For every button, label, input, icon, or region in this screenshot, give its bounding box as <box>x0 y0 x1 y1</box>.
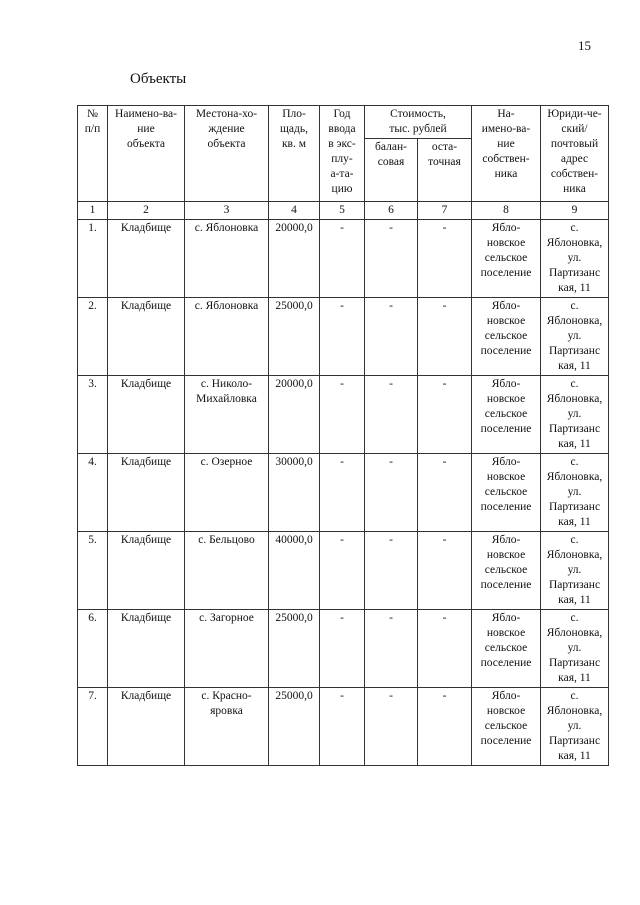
owner-name-cell: Ябло- новское сельское поселение <box>472 454 541 532</box>
header-number: № п/п <box>78 106 108 202</box>
object-name-cell: Кладбище <box>108 532 185 610</box>
balance-cost-cell: - <box>365 298 418 376</box>
owner-address-cell: с. Яблоновка, ул. Партизанс кая, 11 <box>541 532 609 610</box>
header-cost-group: Стоимость, тыс. рублей <box>365 106 472 139</box>
location-cell: с. Красно- яровка <box>185 688 269 766</box>
row-number-cell: 1. <box>78 220 108 298</box>
owner-address-cell: с. Яблоновка, ул. Партизанс кая, 11 <box>541 220 609 298</box>
column-number: 1 <box>78 202 108 220</box>
commissioning-year-cell: - <box>320 298 365 376</box>
header-object-name: Наимено-ва- ние объекта <box>108 106 185 202</box>
header-balance-cost: балан- совая <box>365 139 418 202</box>
table-row <box>78 610 609 688</box>
location-cell: с. Загорное <box>185 610 269 688</box>
object-name-cell: Кладбище <box>108 298 185 376</box>
header-owner-name: На- имено-ва- ние собствен- ника <box>472 106 541 202</box>
balance-cost-cell: - <box>365 688 418 766</box>
location-cell: с. Бельцово <box>185 532 269 610</box>
owner-name-cell: Ябло- новское сельское поселение <box>472 610 541 688</box>
area-cell: 30000,0 <box>269 454 320 532</box>
table-row <box>78 688 609 766</box>
location-cell: с. Яблоновка <box>185 220 269 298</box>
column-number: 8 <box>472 202 541 220</box>
balance-cost-cell: - <box>365 532 418 610</box>
table-header <box>78 106 609 220</box>
owner-name-cell: Ябло- новское сельское поселение <box>472 220 541 298</box>
table-row <box>78 376 609 454</box>
table-row <box>78 220 609 298</box>
area-cell: 40000,0 <box>269 532 320 610</box>
object-name-cell: Кладбище <box>108 610 185 688</box>
header-location: Местона-хо- ждение объекта <box>185 106 269 202</box>
commissioning-year-cell: - <box>320 688 365 766</box>
object-name-cell: Кладбище <box>108 376 185 454</box>
column-number: 4 <box>269 202 320 220</box>
column-number: 7 <box>418 202 472 220</box>
table-body <box>78 220 609 766</box>
row-number-cell: 6. <box>78 610 108 688</box>
owner-address-cell: с. Яблоновка, ул. Партизанс кая, 11 <box>541 376 609 454</box>
row-number-cell: 5. <box>78 532 108 610</box>
owner-address-cell: с. Яблоновка, ул. Партизанс кая, 11 <box>541 688 609 766</box>
object-name-cell: Кладбище <box>108 220 185 298</box>
balance-cost-cell: - <box>365 220 418 298</box>
column-number-row <box>78 202 609 220</box>
residual-cost-cell: - <box>418 688 472 766</box>
commissioning-year-cell: - <box>320 454 365 532</box>
location-cell: с. Николо- Михайловка <box>185 376 269 454</box>
owner-address-cell: с. Яблоновка, ул. Партизанс кая, 11 <box>541 610 609 688</box>
residual-cost-cell: - <box>418 454 472 532</box>
residual-cost-cell: - <box>418 220 472 298</box>
owner-name-cell: Ябло- новское сельское поселение <box>472 532 541 610</box>
object-name-cell: Кладбище <box>108 454 185 532</box>
balance-cost-cell: - <box>365 610 418 688</box>
owner-name-cell: Ябло- новское сельское поселение <box>472 688 541 766</box>
area-cell: 25000,0 <box>269 688 320 766</box>
header-owner-address: Юриди-че- ский/ почтовый адрес собствен- ника <box>541 106 609 202</box>
column-number: 2 <box>108 202 185 220</box>
area-cell: 25000,0 <box>269 298 320 376</box>
commissioning-year-cell: - <box>320 220 365 298</box>
owner-name-cell: Ябло- новское сельское поселение <box>472 376 541 454</box>
residual-cost-cell: - <box>418 298 472 376</box>
owner-address-cell: с. Яблоновка, ул. Партизанс кая, 11 <box>541 454 609 532</box>
residual-cost-cell: - <box>418 532 472 610</box>
area-cell: 20000,0 <box>269 220 320 298</box>
header-row-1 <box>78 106 609 139</box>
commissioning-year-cell: - <box>320 610 365 688</box>
object-name-cell: Кладбище <box>108 688 185 766</box>
row-number-cell: 7. <box>78 688 108 766</box>
residual-cost-cell: - <box>418 376 472 454</box>
balance-cost-cell: - <box>365 376 418 454</box>
header-residual-cost: оста- точная <box>418 139 472 202</box>
area-cell: 20000,0 <box>269 376 320 454</box>
column-number: 5 <box>320 202 365 220</box>
header-commissioning-year: Год ввода в экс- плу- а-та- цию <box>320 106 365 202</box>
commissioning-year-cell: - <box>320 532 365 610</box>
owner-address-cell: с. Яблоновка, ул. Партизанс кая, 11 <box>541 298 609 376</box>
table-row <box>78 454 609 532</box>
owner-name-cell: Ябло- новское сельское поселение <box>472 298 541 376</box>
table-row <box>78 298 609 376</box>
section-title: Объекты <box>130 71 187 87</box>
row-number-cell: 3. <box>78 376 108 454</box>
objects-table <box>77 105 609 766</box>
commissioning-year-cell: - <box>320 376 365 454</box>
header-area: Пло- щадь, кв. м <box>269 106 320 202</box>
location-cell: с. Яблоновка <box>185 298 269 376</box>
table-row <box>78 532 609 610</box>
residual-cost-cell: - <box>418 610 472 688</box>
column-number: 6 <box>365 202 418 220</box>
page-number: 15 <box>578 38 591 53</box>
column-number: 3 <box>185 202 269 220</box>
area-cell: 25000,0 <box>269 610 320 688</box>
column-number: 9 <box>541 202 609 220</box>
location-cell: с. Озерное <box>185 454 269 532</box>
row-number-cell: 4. <box>78 454 108 532</box>
row-number-cell: 2. <box>78 298 108 376</box>
balance-cost-cell: - <box>365 454 418 532</box>
